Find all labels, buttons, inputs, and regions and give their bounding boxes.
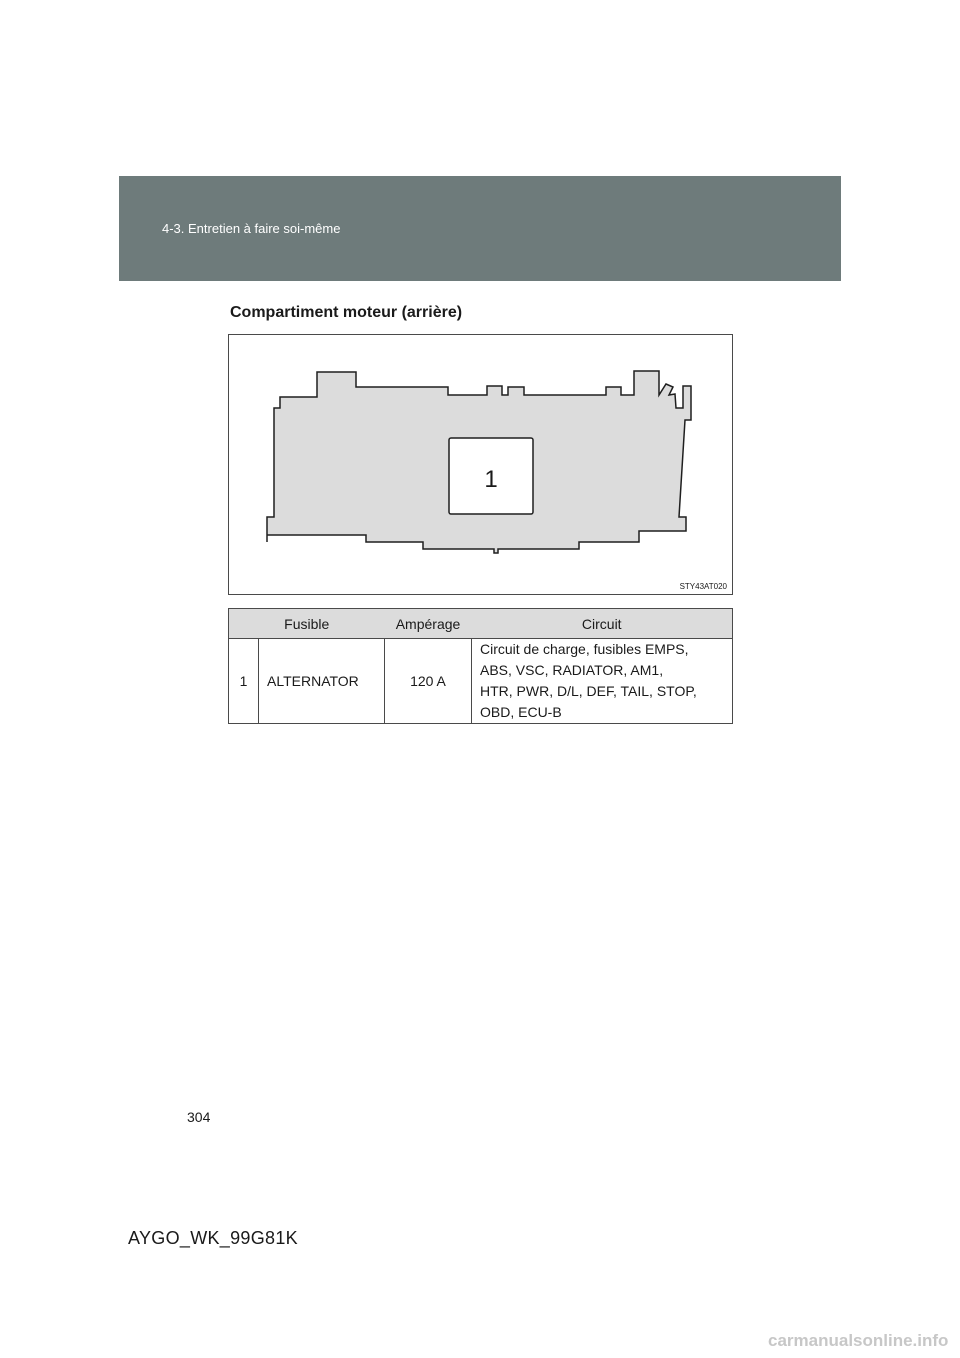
page-number: 304 [187, 1109, 211, 1125]
fuse-number: 1 [229, 639, 259, 724]
fuse-circuit [472, 639, 733, 724]
circuit-line: OBD, ECU-B [480, 704, 562, 720]
fuse-box-diagram [228, 334, 733, 595]
fuse-name: ALTERNATOR [259, 639, 385, 724]
fuse-box-outline [229, 335, 732, 594]
fuse-table-header-row [229, 609, 733, 639]
section-header-band [119, 176, 841, 281]
header-amperage: Ampérage [385, 609, 472, 639]
document-code: AYGO_WK_99G81K [128, 1228, 298, 1248]
section-title: Compartiment moteur (arrière) [230, 304, 463, 321]
circuit-line: Circuit de charge, fusibles EMPS, [480, 641, 689, 657]
section-breadcrumb: 4-3. Entretien à faire soi-même [162, 221, 341, 236]
fuse-table [228, 608, 733, 724]
circuit-line: ABS, VSC, RADIATOR, AM1, [480, 662, 664, 678]
header-fuse: Fusible [229, 609, 385, 639]
fuse-amperage: 120 A [385, 639, 472, 724]
fuse-slot-label: 1 [484, 466, 498, 493]
diagram-image-code: STY43AT020 [679, 582, 727, 591]
table-row [229, 639, 733, 724]
watermark: carmanualsonline.info [768, 1331, 949, 1350]
circuit-line: HTR, PWR, D/L, DEF, TAIL, STOP, [480, 683, 697, 699]
header-circuit: Circuit [472, 609, 733, 639]
